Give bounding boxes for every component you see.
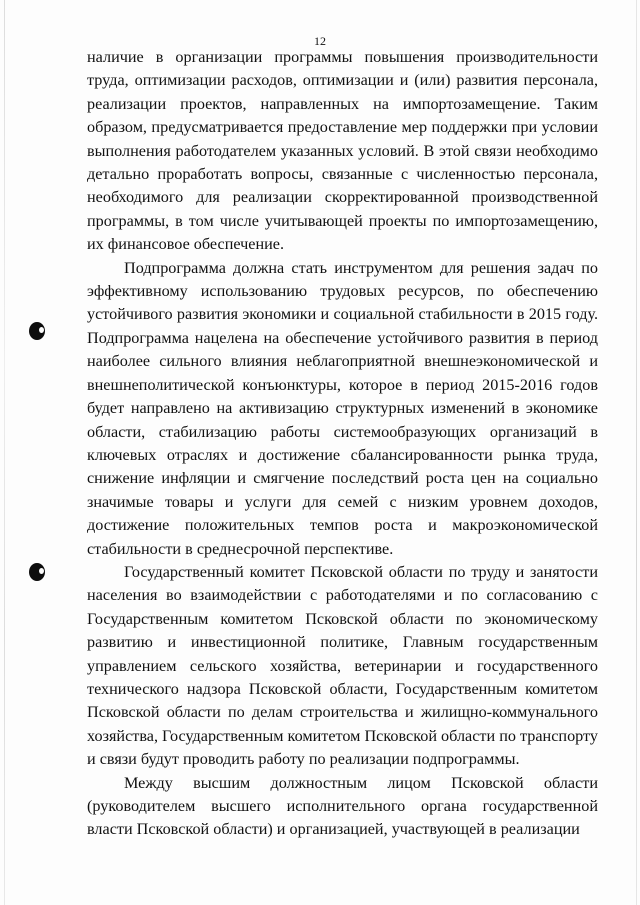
scan-edge-left — [4, 0, 5, 905]
punch-hole-mark — [29, 563, 45, 581]
body-text — [87, 46, 598, 842]
paragraph-subprogram-goals: Подпрограмма должна стать инструментом для решения задач по эффективному использованию трудовых ресурсов, по обеспечению устойчивого развития экономики и социальной стабильности в 2015 году. Подпрограмма нацелена на обеспечение устойчивого развития в период наиболее сильного влияния неблагоприятной внешнеэкономической и внешнеполитической конъюнктуры, которое в период 2015-2016 годов будет направлено на активизацию структурных изменений в экономике области, стабилизацию работы системообразующих организаций в ключевых отраслях и достижение сбалансированности рынка труда, снижение инфляции и смягчение последствий роста цен на социально значимые товары и услуги для семей с низким уровнем доходов, достижение положительных темпов роста и макроэкономической стабильности в среднесрочной перспективе. — [87, 258, 598, 558]
paragraph-agreement: Между высшим должностным лицом Псковской области (руководителем высшего исполнительного органа государственной власти Псковской области) и организацией, участвующей в реализации — [87, 773, 598, 839]
paragraph-state-committee: Государственный комитет Псковской области по труду и занятости населения во взаимодействии с работодателями и по согласованию с Государственным комитетом Псковской области по экономическому развитию и инвестиционной политике, Главным государственным управлением сельского хозяйства, ветеринарии и государственного технического надзора Псковской области, Государственным комитетом Псковской области по делам строительства и жилищно-коммунального хозяйства, Государственным комитетом Псковской области по транспорту и связи будут проводить работу по реализации подпрограммы. — [87, 562, 598, 769]
page-number: 12 — [314, 34, 326, 48]
paragraph-continued: наличие в организации программы повышения производительности труда, оптимизации расходов, оптимизации и (или) развития персонала, реализации проектов, направленных на импортозамещение. Таким образом, предусматривается предоставление мер поддержки при условии выполнения работодателем указанных условий. В этой связи необходимо детально проработать вопросы, связанные с численностью персонала, необходимого для реализации скорректированной производственной программы, в том числе учитывающей проекты по импортозамещению, их финансовое обеспечение. — [87, 48, 598, 254]
punch-hole-mark — [29, 322, 45, 340]
scan-edge-right — [636, 0, 637, 905]
